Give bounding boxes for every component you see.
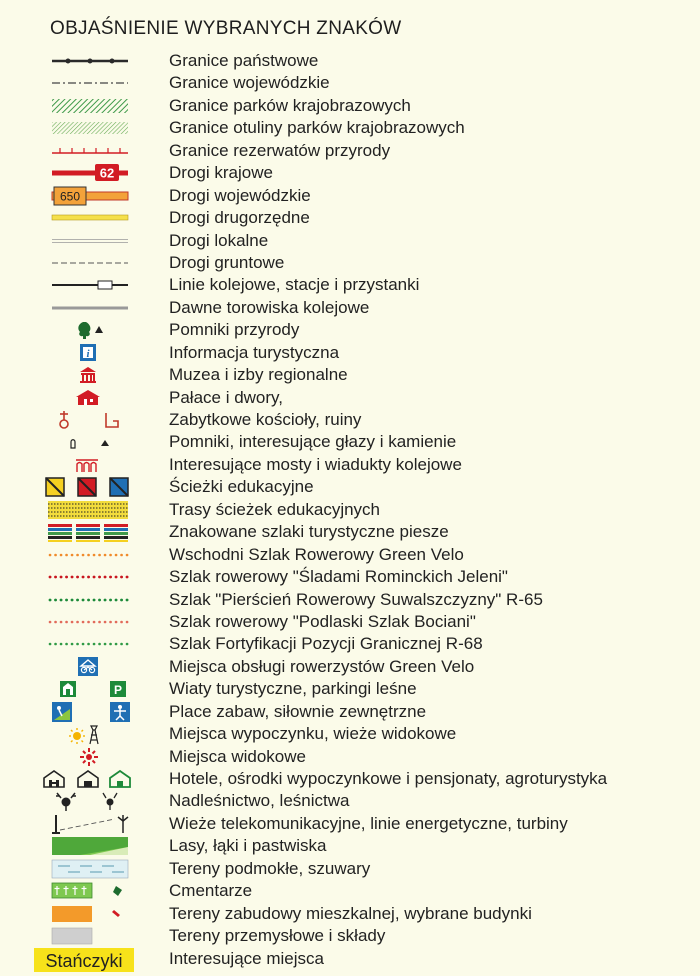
stork-trail-icon [40,611,135,633]
accommodation-icon [40,768,135,790]
svg-text:i: i [86,347,90,360]
legend-label: Ścieżki edukacyjne [169,477,314,497]
legend-title: OBJAŚNIENIE WYBRANYCH ZNAKÓW [50,18,402,39]
legend-label: Linie kolejowe, stacje i przystanki [169,275,420,295]
forestry-office-icon [40,790,135,812]
shelter-parking-icon [40,678,135,700]
natural-monument-icon [40,319,135,341]
place-name-sample [34,948,134,970]
legend-label: Drogi wojewódzkie [169,185,311,205]
legend-label: Interesujące mosty i wiadukty kolejowe [169,454,462,474]
bridge-viaduct-icon [40,454,135,476]
legend-label: Szlak Fortyfikacji Pozycji Granicznej R-68 [169,634,483,654]
legend-label: Granice wojewódzkie [169,73,330,93]
industrial-area-icon [40,925,135,947]
legend-row [0,230,700,252]
green-velo-trail-icon [40,544,135,566]
legend-label: Miejsca wypoczynku, wieże widokowe [169,724,457,744]
legend-row [0,813,700,835]
legend-label: Znakowane szlaki turystyczne piesze [169,522,449,542]
legend-row [0,701,700,723]
legend-row [0,835,700,857]
legend-label: Cmentarze [169,881,253,901]
legend-label: Zabytkowe kościoły, ruiny [169,410,362,429]
fortification-trail-icon [40,633,135,655]
legend-row [0,95,700,117]
legend-row [0,319,700,341]
legend-label: Wiaty turystyczne, parkingi leśne [169,679,417,699]
forest-meadow-icon [40,835,135,857]
legend-label: Trasy ścieżek edukacyjnych [169,499,381,519]
legend-label: Muzea i izby regionalne [169,365,348,385]
legend-label: Granice parków krajobrazowych [169,95,411,115]
legend-row [0,454,700,476]
legend-row [0,790,700,812]
national-road-icon [40,162,135,184]
legend-row [0,611,700,633]
legend-row [0,409,700,431]
educational-route-icon [40,499,135,521]
province-border-icon [40,72,135,94]
legend-row [0,499,700,521]
legend-label: Wschodni Szlak Rowerowy Green Velo [169,544,464,564]
legend-label: Place zabaw, siłownie zewnętrzne [169,701,427,721]
legend-row [0,948,700,970]
museum-icon [40,364,135,386]
legend-row [0,72,700,94]
legend-row [0,768,700,790]
legend-label: Interesujące miejsca [169,948,324,968]
legend-row [0,185,700,207]
legend-label: Szlak rowerowy "Podlaski Szlak Bociani" [169,611,476,631]
residential-area-icon [40,903,135,925]
legend-row [0,656,700,678]
legend-row [0,858,700,880]
legend-label: Wieże telekomunikacyjne, linie energetyczne, turbiny [169,813,568,833]
legend-row [0,252,700,274]
legend-row [0,903,700,925]
legend-label: Informacja turystyczna [169,342,340,362]
legend-row [0,162,700,184]
railway-icon [40,274,135,296]
legend-row [0,476,700,498]
legend-row [0,207,700,229]
legend-label: Miejsca obsługi rowerzystów Green Velo [169,656,475,676]
legend-row [0,431,700,453]
place-name-sample-text: Stańczyki [45,950,123,971]
legend-label: Drogi drugorzędne [169,208,310,228]
legend-label: Granice rezerwatów przyrody [169,140,391,160]
legend-row [0,521,700,543]
legend-row [0,746,700,768]
legend-row [0,633,700,655]
former-railway-icon [40,297,135,319]
legend-label: Drogi gruntowe [169,252,285,272]
legend-label: Drogi krajowe [169,163,273,183]
legend-label: Nadleśnictwo, leśnictwa [169,791,350,811]
legend-label: Miejsca widokowe [169,746,306,766]
legend-row [0,723,700,745]
legend-row [0,925,700,947]
legend-list [0,50,700,970]
state-border-icon [40,50,135,72]
legend-label: Drogi lokalne [169,230,269,250]
legend-row [0,140,700,162]
provincial-road-icon [40,185,135,207]
cemetery-icon [40,880,135,902]
local-road-icon [40,230,135,252]
legend-row [0,342,700,364]
church-ruin-icon [40,409,135,431]
legend-label: Pałace i dwory, [169,387,284,407]
legend-row [0,387,700,409]
legend-row [0,297,700,319]
park-buffer-border-icon [40,117,135,139]
suwalszczyzna-ring-trail-icon [40,589,135,611]
legend-row [0,50,700,72]
dirt-road-icon [40,252,135,274]
provincial-road-badge: 650 [59,189,81,204]
legend-label: Lasy, łąki i pastwiska [169,836,327,856]
national-road-badge: 62 [99,165,115,181]
legend-row [0,566,700,588]
monument-boulder-icon [40,431,135,453]
hiking-trail-icon [40,521,135,543]
legend-label: Granice państwowe [169,51,319,70]
legend-row [0,117,700,139]
legend-row [0,544,700,566]
nature-reserve-border-icon [40,140,135,162]
telecom-power-icon [40,813,135,835]
legend-row [0,880,700,902]
legend-label: Tereny przemysłowe i składy [169,926,386,946]
legend-label: Tereny podmokłe, szuwary [169,858,371,878]
landscape-park-border-icon [40,95,135,117]
legend-label: Pomniki, interesujące głazy i kamienie [169,432,457,452]
educational-path-icon [40,476,135,498]
legend-row [0,274,700,296]
legend-label: Szlak "Pierścień Rowerowy Suwalszczyzny" R-65 [169,589,543,609]
rominckie-deer-trail-icon [40,566,135,588]
legend-label: Tereny zabudowy mieszkalnej, wybrane budynki [169,903,532,923]
legend-row [0,589,700,611]
legend-row [0,364,700,386]
rest-tower-icon [40,723,135,745]
legend-label: Dawne torowiska kolejowe [169,297,370,317]
tourist-info-icon [40,342,135,364]
playground-gym-icon [40,701,135,723]
wetland-icon [40,858,135,880]
cyclist-service-icon [40,656,135,678]
legend-row [0,678,700,700]
parking-badge: P [113,683,123,698]
legend-label: Hotele, ośrodki wypoczynkowe i pensjonaty, agroturystyka [169,769,608,788]
legend-label: Granice otuliny parków krajobrazowych [169,118,465,138]
viewpoint-icon [40,746,135,768]
legend-label: Pomniki przyrody [169,320,300,340]
palace-icon [40,387,135,409]
secondary-road-icon [40,207,135,229]
legend-label: Szlak rowerowy "Śladami Rominckich Jeleni" [169,567,508,587]
